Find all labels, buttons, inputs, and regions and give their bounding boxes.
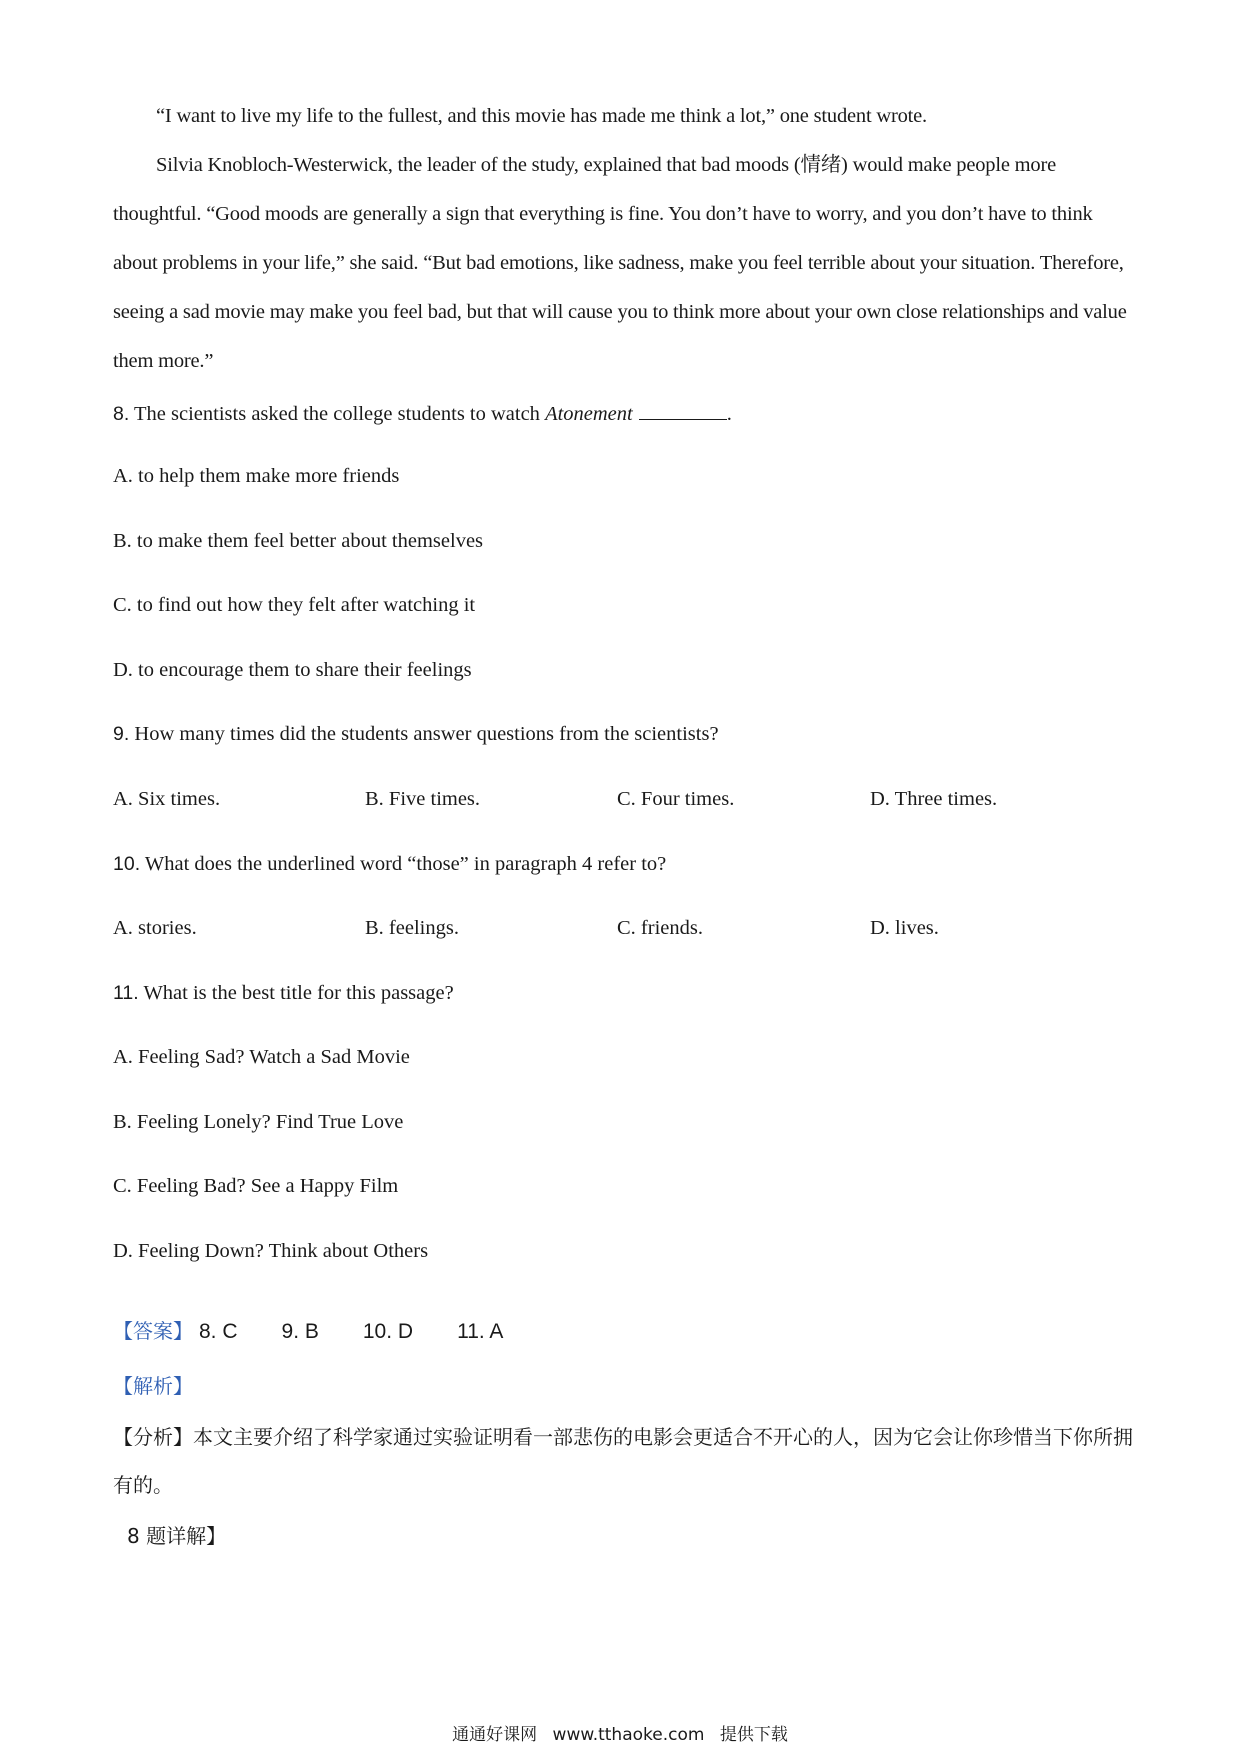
page-footer bbox=[0, 1720, 1240, 1745]
question-10 bbox=[113, 853, 666, 876]
question-10-option-b: B. feelings. bbox=[365, 917, 459, 939]
passage-paragraph-explanation: Silvia Knobloch-Westerwick, the leader of the study, explained that bad moods (情绪) would make people more thoughtful. “Good moods are generally a sign that everything is fine. You don’t have to worry, and you don’t have to think about problems in your life,” she said. “But bad emotions, like sadness, make you feel terrible about your situation. Therefore, seeing a sad movie may make you feel bad, but that will cause you to think more about your own close relationships and value them more.” bbox=[113, 154, 1127, 372]
answer-item: 11. A bbox=[457, 1320, 504, 1343]
question-11-option-c: C. Feeling Bad? See a Happy Film bbox=[113, 1175, 399, 1197]
question-11 bbox=[113, 982, 454, 1005]
question-8-option-c: C. to find out how they felt after watching it bbox=[113, 594, 476, 616]
answer-item: 9. B bbox=[281, 1320, 319, 1343]
footer-site-name: 通通好课网 bbox=[452, 1725, 538, 1745]
question-stem: The scientists asked the college students to watch bbox=[134, 403, 540, 425]
question-11-option-b: B. Feeling Lonely? Find True Love bbox=[113, 1111, 404, 1133]
question-9-option-d: D. Three times. bbox=[870, 788, 998, 810]
question-11-option-d: D. Feeling Down? Think about Others bbox=[113, 1240, 429, 1262]
answer-blank bbox=[639, 401, 727, 420]
question-9-option-a: A. Six times. bbox=[113, 788, 221, 810]
footer-url[interactable]: www.tthaoke.com bbox=[552, 1725, 705, 1745]
question-stem: What does the underlined word “those” in paragraph 4 refer to? bbox=[144, 853, 667, 875]
footer-suffix: 提供下载 bbox=[719, 1725, 788, 1745]
analysis-summary: 【分析】本文主要介绍了科学家通过实验证明看一部悲伤的电影会更适合不开心的人，因为它会让你珍惜当下你所拥有的。 bbox=[113, 1425, 1133, 1497]
question-8-option-b: B. to make them feel better about themselves bbox=[113, 530, 484, 552]
question-stem: How many times did the students answer questions from the scientists? bbox=[134, 723, 719, 745]
movie-title: Atonement bbox=[545, 403, 633, 425]
question-8-option-d: D. to encourage them to share their feelings bbox=[113, 659, 472, 681]
analysis-label: 【解析】 bbox=[113, 1374, 193, 1398]
question-11-option-a: A. Feeling Sad? Watch a Sad Movie bbox=[113, 1046, 410, 1068]
question-9 bbox=[113, 723, 719, 746]
question-number: 8. bbox=[113, 403, 130, 425]
answer-item: 10. D bbox=[362, 1320, 414, 1343]
question-10-option-c: C. friends. bbox=[617, 917, 703, 939]
question-number: 11. bbox=[113, 982, 139, 1004]
detail-heading: 8 题详解】 bbox=[127, 1524, 227, 1548]
answer-label: 【答案】 bbox=[113, 1319, 193, 1343]
question-9-option-c: C. Four times. bbox=[617, 788, 735, 810]
answer-key bbox=[113, 1315, 503, 1344]
question-number: 9. bbox=[113, 723, 130, 745]
answer-item: 8. C bbox=[199, 1320, 238, 1343]
question-10-option-d: D. lives. bbox=[870, 917, 939, 939]
question-10-option-a: A. stories. bbox=[113, 917, 197, 939]
question-8: 8. The scientists asked the college students to watch Atonement . bbox=[113, 403, 732, 425]
question-9-option-b: B. Five times. bbox=[365, 788, 481, 810]
question-8-option-a: A. to help them make more friends bbox=[113, 465, 400, 487]
passage-paragraph-quote: “I want to live my life to the fullest, and this movie has made me think a lot,” one student wrote. bbox=[156, 105, 927, 127]
question-number: 10. bbox=[113, 853, 141, 875]
question-stem: What is the best title for this passage? bbox=[143, 982, 454, 1004]
